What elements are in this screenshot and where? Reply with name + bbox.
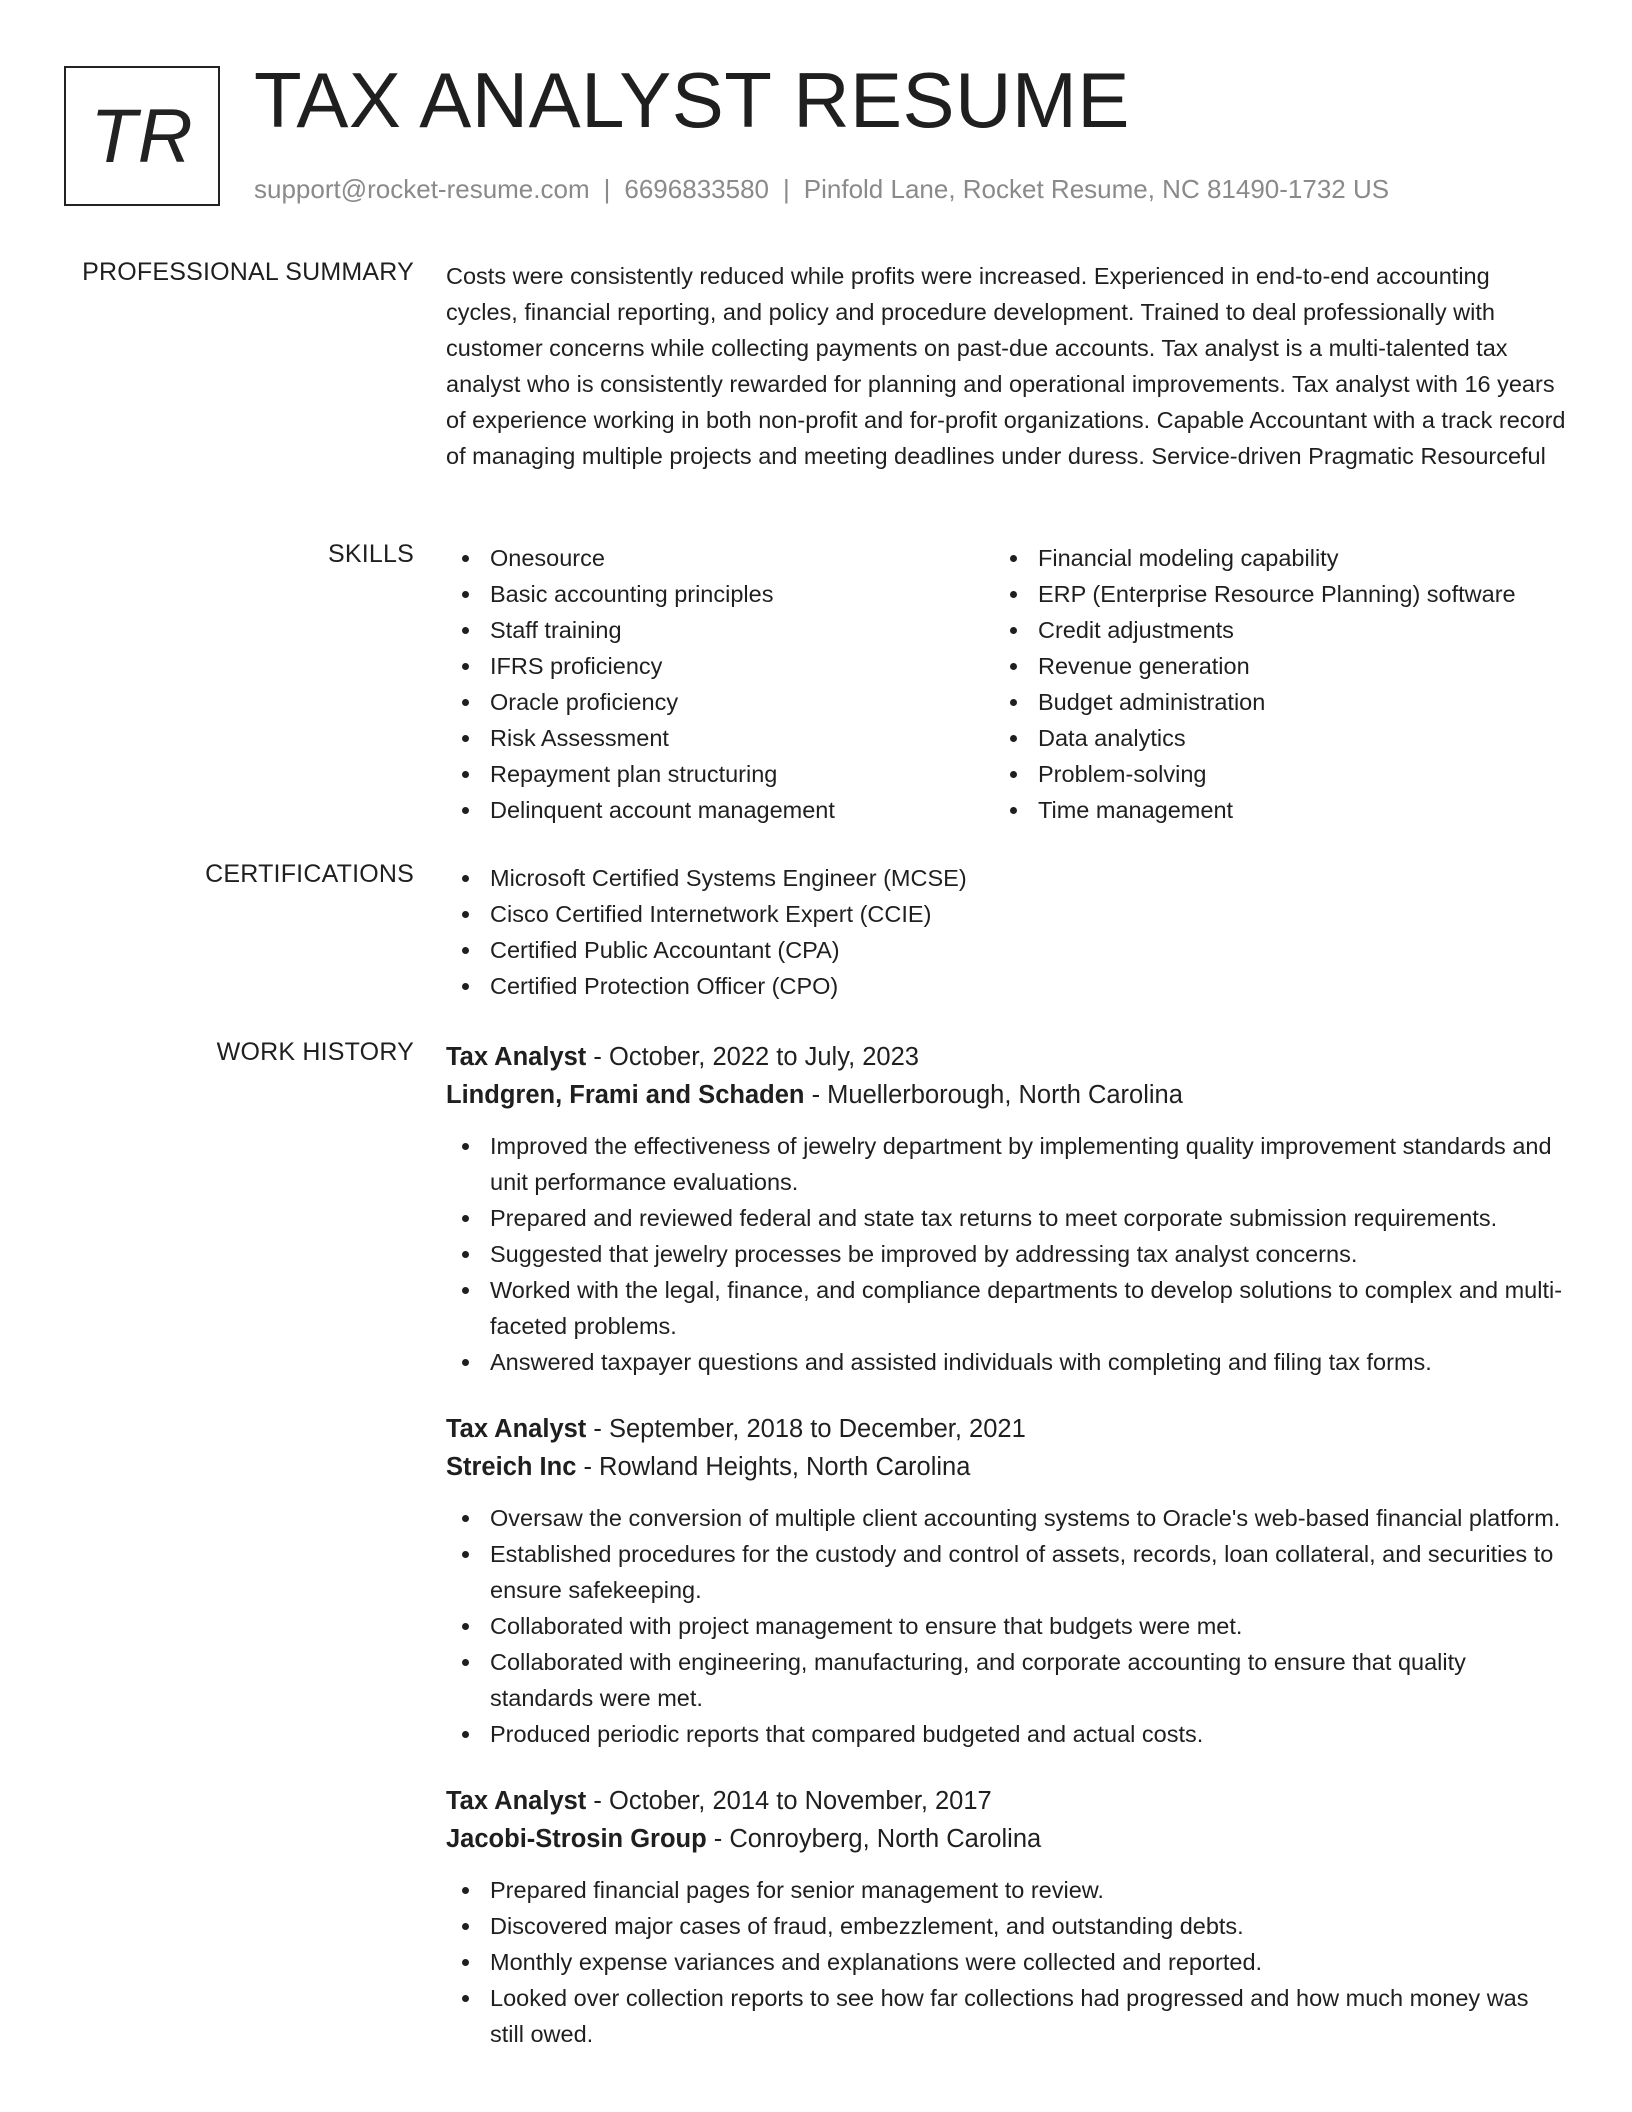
job-duties-list — [446, 1872, 1566, 2052]
work-history-heading: WORK HISTORY — [216, 1038, 414, 1066]
job-role: Tax Analyst — [446, 1787, 587, 1815]
skills-column-right — [994, 540, 1542, 828]
job-location: - Muellerborough, North Carolina — [811, 1081, 1183, 1109]
certifications-heading: CERTIFICATIONS — [205, 860, 414, 888]
certifications-list — [446, 860, 1566, 1004]
job-duty-item: Suggested that jewelry processes be improved by addressing tax analyst concerns. — [446, 1236, 1566, 1272]
skill-item: Credit adjustments — [994, 612, 1542, 648]
skill-item: Time management — [994, 792, 1542, 828]
job-duties-list — [446, 1128, 1566, 1380]
skills-list-left — [446, 540, 994, 828]
job-entry — [446, 1782, 1566, 2052]
job-duty-item: Prepared financial pages for senior management to review. — [446, 1872, 1566, 1908]
job-duty-item: Monthly expense variances and explanations were collected and reported. — [446, 1944, 1566, 1980]
job-dates: - October, 2022 to July, 2023 — [593, 1043, 919, 1071]
skill-item: Staff training — [446, 612, 994, 648]
job-entry — [446, 1410, 1566, 1752]
skills-heading: SKILLS — [328, 540, 414, 568]
skill-item: Financial modeling capability — [994, 540, 1542, 576]
job-duty-item: Collaborated with engineering, manufacturing, and corporate accounting to ensure that quality standards were met. — [446, 1644, 1566, 1716]
job-title-line — [446, 1782, 1566, 1820]
job-duty-item: Answered taxpayer questions and assisted individuals with completing and filing tax forms. — [446, 1344, 1566, 1380]
job-duty-item: Prepared and reviewed federal and state tax returns to meet corporate submission requirements. — [446, 1200, 1566, 1236]
skills-column-left — [446, 540, 994, 828]
skill-item: ERP (Enterprise Resource Planning) software — [994, 576, 1542, 612]
job-title-line — [446, 1410, 1566, 1448]
job-company-line — [446, 1076, 1566, 1114]
skills-body — [446, 540, 1566, 828]
contact-line — [254, 174, 1389, 205]
job-dates: - October, 2014 to November, 2017 — [593, 1787, 992, 1815]
skill-item: Repayment plan structuring — [446, 756, 994, 792]
job-entry — [446, 1038, 1566, 1380]
job-duty-item: Produced periodic reports that compared budgeted and actual costs. — [446, 1716, 1566, 1752]
job-company-line — [446, 1448, 1566, 1486]
skill-item: Basic accounting principles — [446, 576, 994, 612]
certification-item: Microsoft Certified Systems Engineer (MCSE) — [446, 860, 1566, 896]
work-history-body — [446, 1038, 1566, 2052]
contact-separator: | — [783, 174, 790, 204]
skills-list-right — [994, 540, 1542, 828]
job-role: Tax Analyst — [446, 1043, 587, 1071]
summary-heading: PROFESSIONAL SUMMARY — [82, 258, 414, 286]
skill-item: Problem-solving — [994, 756, 1542, 792]
job-title-line — [446, 1038, 1566, 1076]
summary-text: Costs were consistently reduced while profits were increased. Experienced in end-to-end accounting cycles, financial reporting, and policy and procedure development. Trained to deal professionally with customer concerns while collecting payments on past-due accounts. Tax analyst is a multi-talented tax analyst who is consistently rewarded for planning and operational improvements. Tax analyst with 16 years of experience working in both non-profit and for-profit organizations. Capable Accountant with a track record of managing multiple projects and meeting deadlines under duress. Service-driven Pragmatic Resourceful — [446, 263, 1566, 469]
skill-item: Data analytics — [994, 720, 1542, 756]
certification-item: Certified Public Accountant (CPA) — [446, 932, 1566, 968]
contact-separator: | — [603, 174, 611, 204]
contact-address: Pinfold Lane, Rocket Resume, NC 81490-1732 US — [803, 174, 1390, 204]
monogram-logo: TR — [64, 66, 220, 206]
job-role: Tax Analyst — [446, 1415, 587, 1443]
skill-item: Onesource — [446, 540, 994, 576]
job-duties-list — [446, 1500, 1566, 1752]
job-duty-item: Collaborated with project management to ensure that budgets were met. — [446, 1608, 1566, 1644]
contact-email: support@rocket-resume.com — [254, 174, 590, 204]
job-company: Jacobi-Strosin Group — [446, 1825, 707, 1853]
job-duty-item: Looked over collection reports to see how far collections had progressed and how much money was still owed. — [446, 1980, 1566, 2052]
skill-item: Delinquent account management — [446, 792, 994, 828]
skill-item: Risk Assessment — [446, 720, 994, 756]
job-duty-item: Discovered major cases of fraud, embezzlement, and outstanding debts. — [446, 1908, 1566, 1944]
job-location: - Conroyberg, North Carolina — [713, 1825, 1042, 1853]
skill-item: Revenue generation — [994, 648, 1542, 684]
contact-phone: 6696833580 — [624, 174, 769, 204]
job-company: Lindgren, Frami and Schaden — [446, 1081, 805, 1109]
job-duty-item: Established procedures for the custody and control of assets, records, loan collateral, and securities to ensure safekeeping. — [446, 1536, 1566, 1608]
summary-body — [446, 258, 1566, 474]
job-duty-item: Worked with the legal, finance, and compliance departments to develop solutions to complex and multi-faceted problems. — [446, 1272, 1566, 1344]
job-company: Streich Inc — [446, 1453, 577, 1481]
skill-item: Oracle proficiency — [446, 684, 994, 720]
skill-item: IFRS proficiency — [446, 648, 994, 684]
skill-item: Budget administration — [994, 684, 1542, 720]
resume-title: TAX ANALYST RESUME — [254, 56, 1130, 144]
job-company-line — [446, 1820, 1566, 1858]
job-location: - Rowland Heights, North Carolina — [583, 1453, 971, 1481]
job-duty-item: Oversaw the conversion of multiple client accounting systems to Oracle's web-based financial platform. — [446, 1500, 1566, 1536]
certification-item: Cisco Certified Internetwork Expert (CCIE) — [446, 896, 1566, 932]
job-duty-item: Improved the effectiveness of jewelry department by implementing quality improvement standards and unit performance evaluations. — [446, 1128, 1566, 1200]
job-dates: - September, 2018 to December, 2021 — [593, 1415, 1026, 1443]
certifications-body — [446, 860, 1566, 1004]
certification-item: Certified Protection Officer (CPO) — [446, 968, 1566, 1004]
